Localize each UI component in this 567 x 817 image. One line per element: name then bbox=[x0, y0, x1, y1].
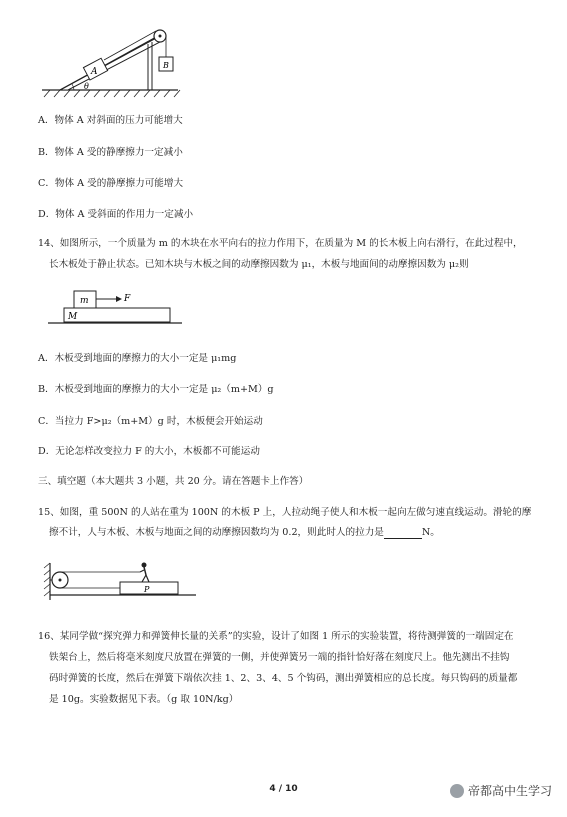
board-p-label: P bbox=[144, 585, 150, 594]
page-number: 4 / 10 bbox=[269, 784, 298, 794]
q13-option-b: B．物体 A 受的静摩擦力一定减小 bbox=[38, 147, 183, 158]
q15-stem-line1: 15、如图，重 500N 的人站在重为 100N 的木板 P 上，人拉动绳子使人和木板一起向左做匀速直线运动。滑轮的摩 bbox=[38, 507, 532, 518]
incline-pulley-figure bbox=[38, 22, 188, 102]
watermark-text: 帝都高中生学习 bbox=[467, 784, 552, 798]
q13-option-a: A．物体 A 对斜面的压力可能增大 bbox=[38, 115, 183, 126]
block-a-label: A bbox=[91, 67, 98, 77]
q13-option-c: C．物体 A 受的静摩擦力可能增大 bbox=[38, 178, 184, 189]
section-heading: 三、填空题（本大题共 3 小题，共 20 分。请在答题卡上作答） bbox=[38, 476, 309, 487]
q14-option-d: D．无论怎样改变拉力 F 的大小，木板都不可能运动 bbox=[38, 446, 260, 457]
q13-option-d: D．物体 A 受斜面的作用力一定减小 bbox=[38, 209, 194, 220]
watermark bbox=[450, 782, 552, 799]
fig14-big-m-label: M bbox=[68, 312, 78, 322]
fig14-f-label: F bbox=[124, 294, 131, 304]
q16-stem-line3: 码时弹簧的长度，然后在弹簧下端依次挂 1、2、3、4、5 个钩码，测出弹簧相应的总长度。每只钩码的质量都 bbox=[49, 673, 518, 684]
q15-text-before-blank: 擦不计，人与木板、木板与地面之间的动摩擦因数均为 0.2，则此时人的拉力是 bbox=[49, 527, 384, 538]
block-on-board-figure bbox=[46, 286, 186, 331]
q16-stem-line4: 是 10g。实验数据见下表。（g 取 10N/kg） bbox=[49, 694, 239, 705]
block-b-label: B bbox=[163, 61, 169, 70]
q15-text-after-blank: N。 bbox=[421, 527, 440, 538]
q16-stem-line2: 铁架台上，然后将毫米刻度尺放置在弹簧的一侧，并使弹簧另一端的指针恰好落在刻度尺上。他先测出不挂钩 bbox=[49, 652, 510, 663]
q14-option-a: A．木板受到地面的摩擦力的大小一定是 μ₁mg bbox=[38, 353, 237, 364]
q14-option-c: C．当拉力 F>μ₂（m+M）g 时，木板便会开始运动 bbox=[38, 416, 263, 427]
fig14-m-label: m bbox=[80, 296, 89, 306]
q14-stem-line1: 14、如图所示，一个质量为 m 的木块在水平向右的拉力作用下，在质量为 M 的长木板上向右滑行，在此过程中， bbox=[38, 238, 523, 249]
angle-label: θ bbox=[84, 82, 89, 91]
q15-stem-line2 bbox=[49, 526, 440, 539]
answer-blank bbox=[384, 528, 422, 539]
q16-stem-line1: 16、某同学做“探究弹力和弹簧伸长量的关系”的实验，设计了如图 1 所示的实验装置，将待测弹簧的一端固定在 bbox=[38, 631, 514, 642]
q14-option-b: B．木板受到地面的摩擦力的大小一定是 μ₂（m+M）g bbox=[38, 384, 274, 395]
wechat-icon bbox=[450, 784, 464, 798]
q14-stem-line2: 长木板处于静止状态。已知木块与木板之间的动摩擦因数为 μ₁，木板与地面间的动摩擦因数为 μ₂则 bbox=[49, 259, 469, 270]
person-on-board-figure bbox=[40, 558, 200, 608]
